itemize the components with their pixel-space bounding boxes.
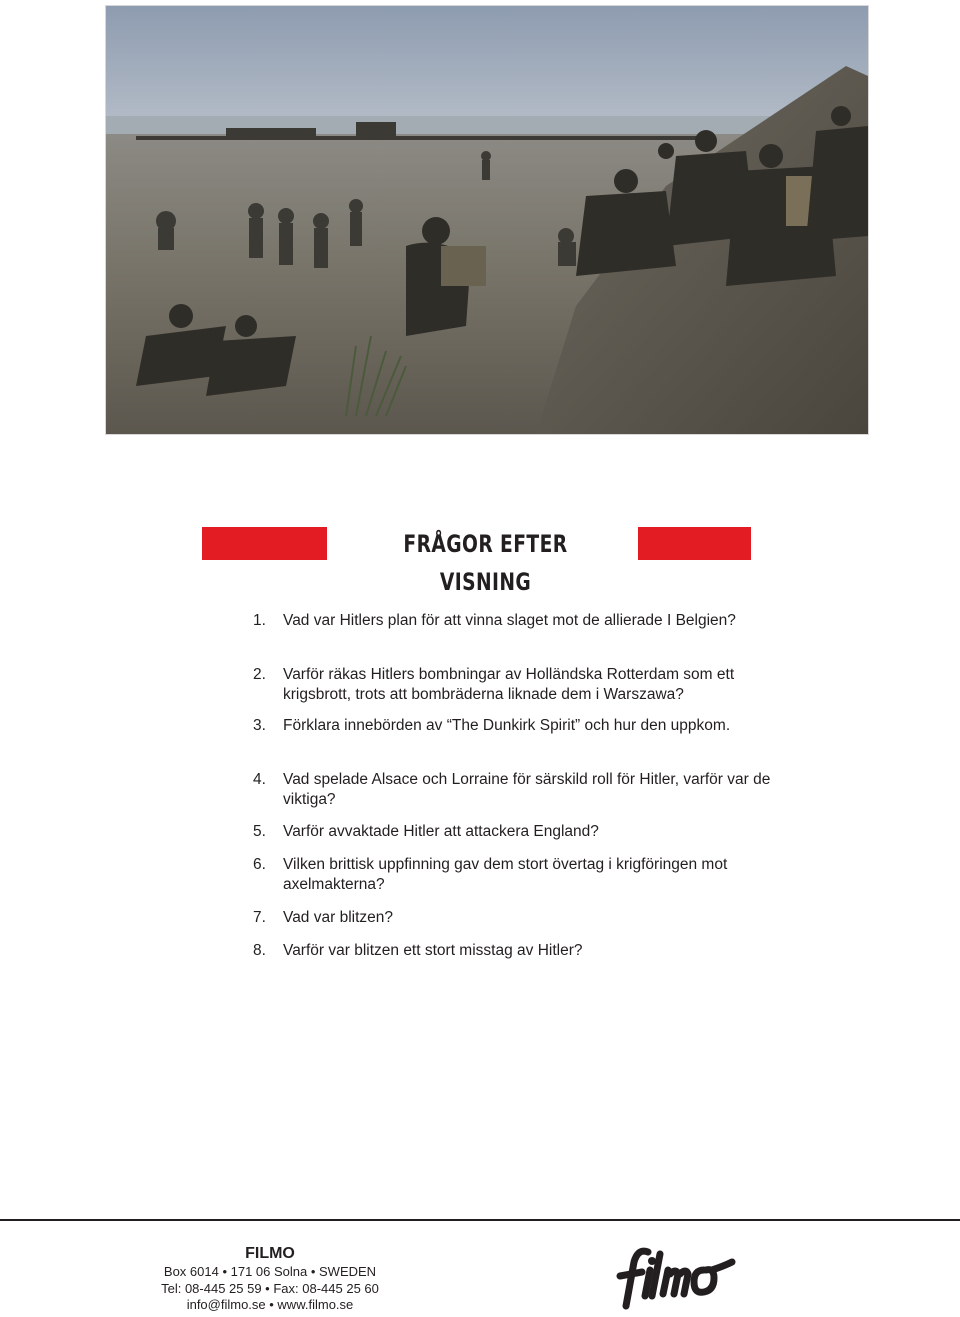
- question-number: 6.: [253, 856, 266, 873]
- question-text: Vad spelade Alsace och Lorraine för särskild roll för Hitler, varför var de viktiga?: [283, 771, 771, 808]
- question-item: [253, 855, 803, 895]
- question-item: [253, 665, 803, 705]
- question-item: [253, 941, 803, 961]
- question-item: [253, 908, 803, 928]
- company-phone: Tel: 08-445 25 59 • Fax: 08-445 25 60: [161, 1280, 379, 1296]
- footer-divider: [0, 1219, 960, 1221]
- section-title: FRÅGOR EFTER VISNING: [403, 530, 568, 596]
- question-text: Vad var blitzen?: [283, 909, 393, 926]
- footer-contact: [160, 1244, 380, 1314]
- company-web: info@filmo.se • www.filmo.se: [186, 1297, 354, 1312]
- question-text: Varför var blitzen ett stort misstag av Hitler?: [283, 942, 583, 959]
- question-item: [253, 716, 803, 736]
- section-header: [0, 527, 960, 596]
- question-number: 1.: [253, 612, 266, 629]
- question-number: 2.: [253, 666, 266, 683]
- question-text: Vad var Hitlers plan för att vinna slaget mot de allierade I Belgien?: [283, 612, 736, 629]
- question-number: 5.: [253, 823, 266, 840]
- question-text: Förklara innebörden av “The Dunkirk Spirit” och hur den uppkom.: [283, 717, 731, 734]
- question-item: [253, 770, 803, 810]
- beach-soldiers-photo: [105, 5, 869, 435]
- company-address: Box 6014 • 171 06 Solna • SWEDEN: [163, 1264, 377, 1279]
- question-item: [253, 822, 803, 842]
- filmo-logo: [612, 1240, 740, 1312]
- question-text: Varför räkas Hitlers bombningar av Holländska Rotterdam som ett krigsbrott, trots att bombräderna liknade dem i Warszawa?: [283, 666, 735, 703]
- question-number: 3.: [253, 717, 266, 734]
- left-accent-bar: [202, 527, 327, 560]
- question-text: Varför avvaktade Hitler att attackera England?: [283, 823, 599, 840]
- question-number: 7.: [253, 909, 266, 926]
- question-number: 4.: [253, 771, 266, 788]
- question-text: Vilken brittisk uppfinning gav dem stort övertag i krigföringen mot axelmakterna?: [283, 856, 728, 893]
- company-name: FILMO: [245, 1245, 295, 1262]
- right-accent-bar: [638, 527, 751, 560]
- question-item: [253, 611, 803, 631]
- question-number: 8.: [253, 942, 266, 959]
